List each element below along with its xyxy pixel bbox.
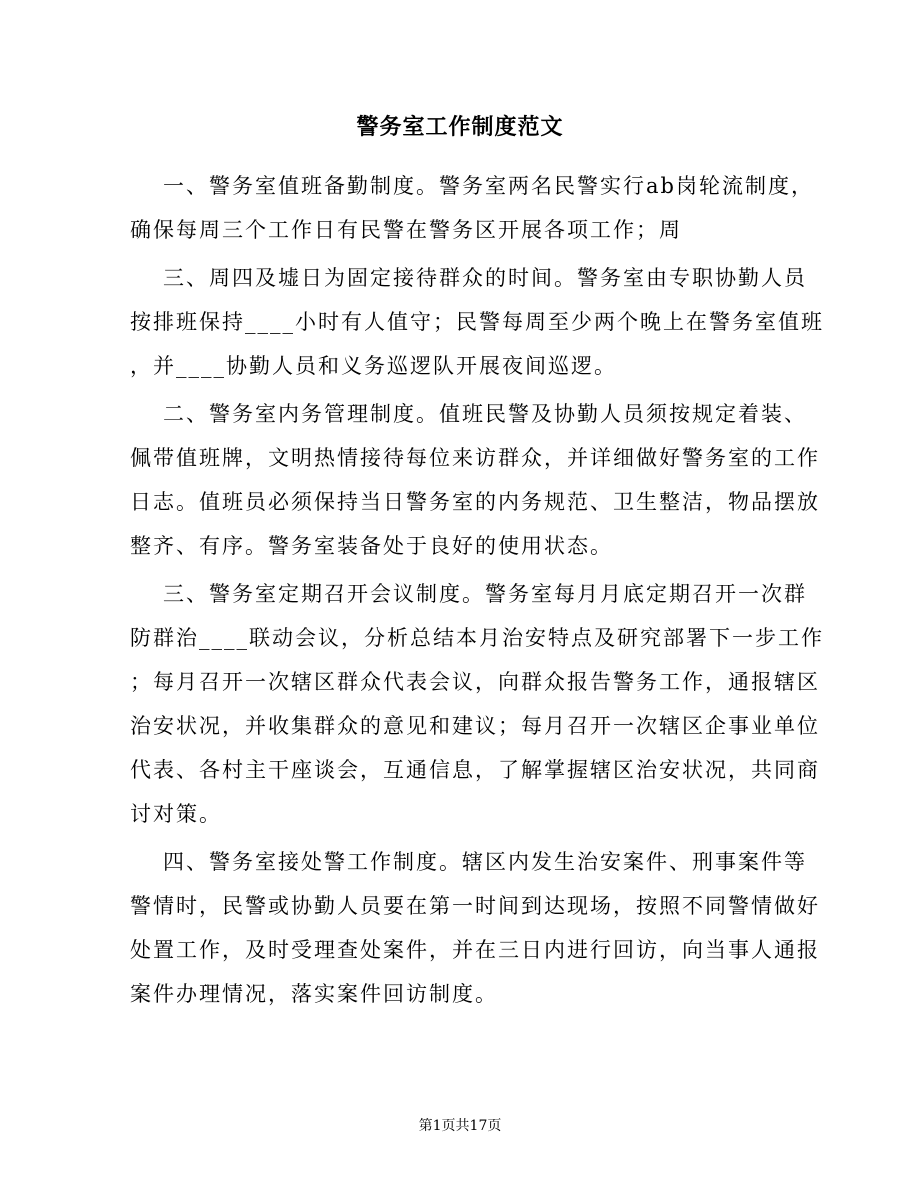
paragraph-line: 三、周四及墟日为固定接待群众的时间。警务室由专职协勤人员	[163, 266, 807, 290]
paragraph-line: 日志。值班员必须保持当日警务室的内务规范、卫生整洁，物品摆放	[130, 490, 820, 514]
paragraph-line: 治安状况，并收集群众的意见和建议；每月召开一次辖区企事业单位	[130, 714, 820, 738]
paragraph	[130, 164, 814, 252]
paragraph	[130, 840, 820, 1016]
paragraph-line: 按排班保持____小时有人值守；民警每周至少两个晚上在警务室值班	[130, 310, 824, 334]
paragraph-line: 二、警务室内务管理制度。值班民警及协勤人员须按规定着装、	[163, 402, 807, 426]
page-footer: 第1页共17页	[418, 1118, 502, 1134]
paragraph	[130, 256, 824, 388]
paragraph-line: 警情时，民警或协勤人员要在第一时间到达现场，按照不同警情做好	[130, 894, 820, 918]
paragraph	[130, 392, 820, 568]
paragraph-line: 案件办理情况，落实案件回访制度。	[130, 982, 498, 1006]
paragraph-line: 处置工作，及时受理查处案件，并在三日内进行回访，向当事人通报	[130, 938, 820, 962]
paragraph-line: 三、警务室定期召开会议制度。警务室每月月底定期召开一次群	[163, 582, 807, 606]
paragraph-line: 代表、各村主干座谈会，互通信息，了解掌握辖区治安状况，共同商	[130, 758, 820, 782]
document-body	[130, 164, 824, 1020]
paragraph-line: ，并____协勤人员和义务巡逻队开展夜间巡逻。	[130, 354, 617, 378]
document-title: 警务室工作制度范文	[356, 114, 564, 140]
paragraph-line: 讨对策。	[130, 802, 222, 826]
paragraph-line: ；每月召开一次辖区群众代表会议，向群众报告警务工作，通报辖区	[130, 670, 820, 694]
paragraph-line: 一、警务室值班备勤制度。警务室两名民警实行ab岗轮流制度，	[163, 174, 814, 198]
paragraph-line: 防群治____联动会议，分析总结本月治安特点及研究部署下一步工作	[130, 626, 824, 650]
paragraph-line: 佩带值班牌，文明热情接待每位来访群众，并详细做好警务室的工作	[130, 446, 820, 470]
paragraph-line: 整齐、有序。警务室装备处于良好的使用状态。	[130, 534, 613, 558]
paragraph	[130, 572, 824, 836]
paragraph-line: 确保每周三个工作日有民警在警务区开展各项工作；周	[130, 218, 682, 242]
paragraph-line: 四、警务室接处警工作制度。辖区内发生治安案件、刑事案件等	[163, 850, 807, 874]
